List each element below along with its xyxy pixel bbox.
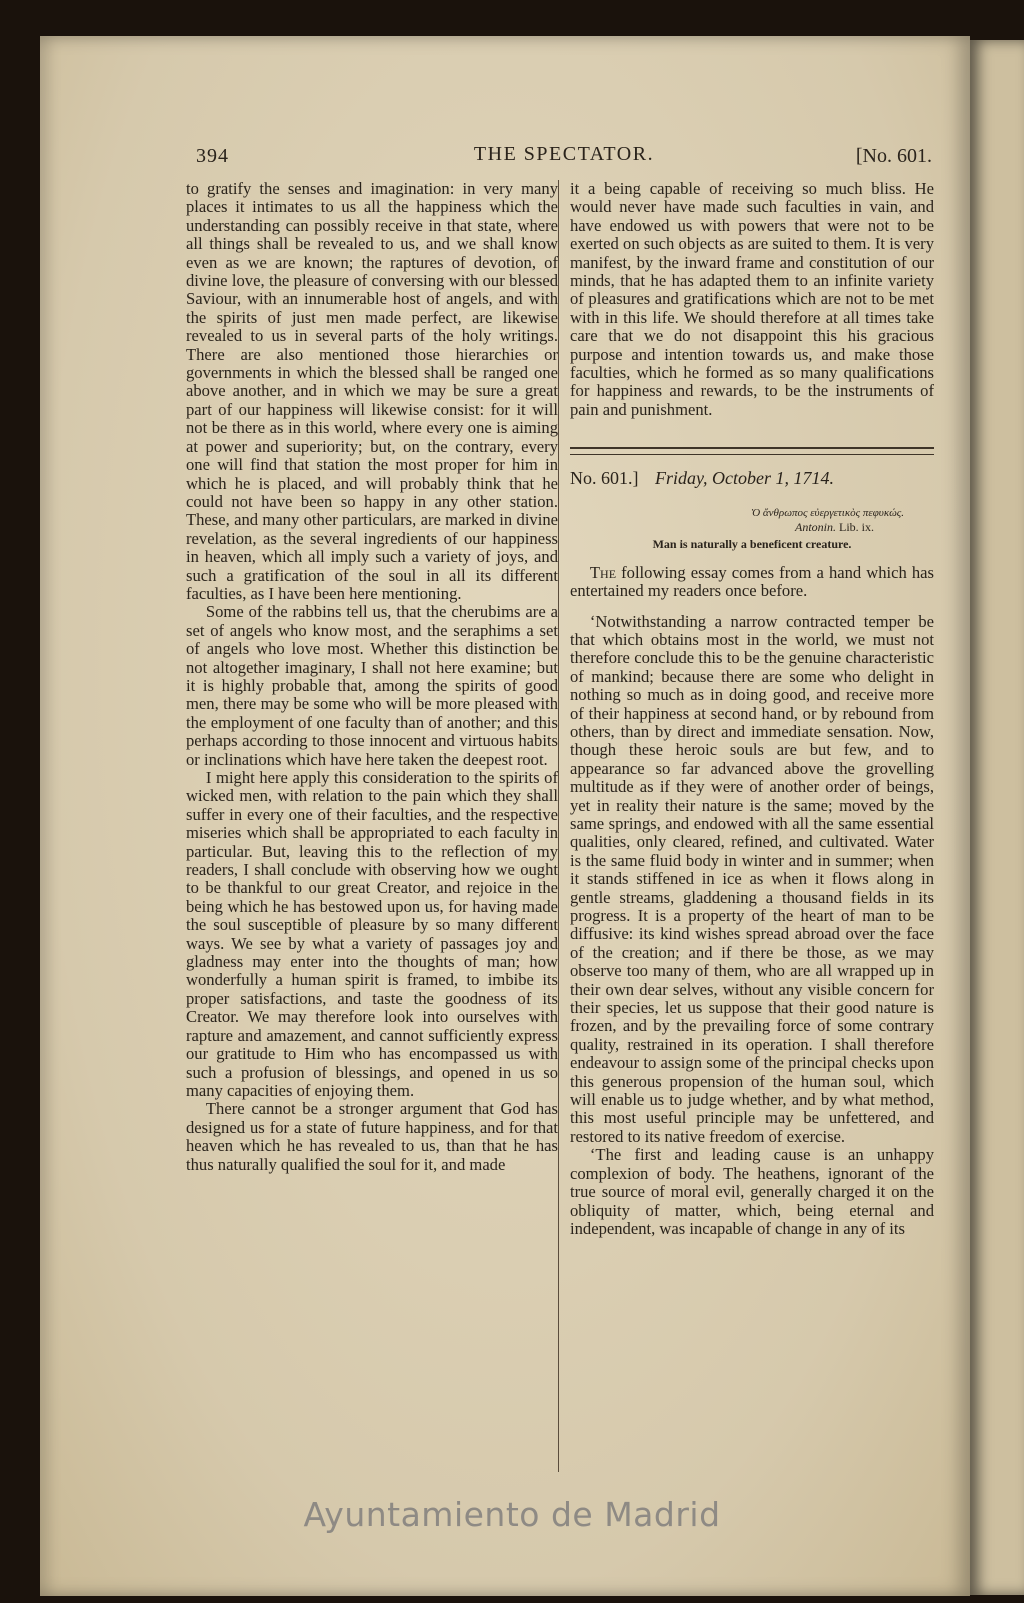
intro-first-word: The	[589, 562, 617, 582]
left-paragraph-4: There cannot be a stronger argument that God has designed us for a state of future happiness, and for that heaven which he has revealed to us, than that he has thus naturally qualified the soul for it, and made	[186, 1099, 558, 1174]
motto-book: Lib. ix.	[839, 519, 874, 534]
intro-rest: following essay comes from a hand which has entertained my readers once before.	[570, 562, 934, 601]
left-column	[186, 180, 558, 1472]
publication-title: THE SPECTATOR.	[473, 143, 655, 165]
column-divider	[558, 180, 559, 1472]
right-continuation: it a being capable of receiving so much bliss. He would never have made such faculties in vain, and have endowed us with powers that were not to be exerted on such objects as are suited to them. It is very manifest, by the inward frame and constitution of our minds, that he has adapted them to an infinite variety of pleasures and gratifications which are not to be met with in this life. We should therefore at all times take care that we do not disappoint this his gracious purpose and intention towards us, and make those faculties, which he formed as so many qualifications for happiness and rewards, to be the instruments of pain and punishment.	[570, 180, 934, 419]
motto-translation: Man is naturally a beneficent creature.	[652, 536, 852, 551]
essay-paragraph-2: ‘The first and leading cause is an unhappy complexion of body. The heathens, ignorant of the true source of moral evil, generally charged it on the obliquity of matter, which, being eternal and independent, was incapable of change in any of its	[570, 1145, 934, 1238]
issue-date: Friday, October 1, 1714.	[655, 468, 834, 489]
issue-reference: [No. 601.	[855, 145, 932, 167]
running-header	[196, 143, 932, 169]
left-paragraph-1: to gratify the senses and imagination: in very many places it intimates to us all the happiness which the understanding can possibly receive in that state, where all things shall be revealed to us, and we shall know even as we are known; the raptures of devotion, of divine love, the pleasure of conversing with our blessed Saviour, with an innumerable host of angels, and with the spirits of just men made perfect, are likewise revealed to us in several parts of the holy writings. There are also mentioned those hierarchies or governments in which the blessed shall be ranged one above another, and in which we may be sure a great part of our happiness will likewise consist: for it will not be there as in this world, where every one is aiming at power and superiority; but, on the contrary, every one will find that station the most proper for him in which he is placed, and will probably think that he could not have been so happy in any other station. These, and many other particulars, are marked in divine revelation, as the several ingredients of our happiness in heaven, which all imply such a variety of joys, and such a gratification of the soul in all its different faculties, as I have been here mentioning.	[186, 180, 558, 603]
adjacent-page-text-fragments	[1012, 200, 1022, 1100]
right-column	[570, 180, 934, 1470]
essay-paragraph-1: ‘Notwithstanding a narrow contracted temper be that which obtains most in the world, we must not therefore conclude this to be the genuine characteristic of mankind; because there are some who delight in nothing so much as in doing good, and receive more of their happiness at second hand, or by rebound from others, than by direct and immediate sensation. Now, though these heroic souls are but few, and to appearance so far advanced above the grovelling multitude as if they were of another order of beings, yet in reality their nature is the same; moved by the same springs, and endowed with all the same essential qualities, only cleared, refined, and cultivated. Water is the same fluid body in winter and in summer; when it stands stiffened in ice as when it flows along in gentle streams, gladdening a thousand fields in its progress. It is a property of the heart of man to be diffusive: its kind wishes spread abroad over the face of the creation; and if there be those, as we may observe too many of them, who are all wrapped up in their own dear selves, without any visible concern for their species, let us suppose that their good nature is frozen, and by the prevailing force of some contrary quality, restrained in its operation. I shall therefore endeavour to assign some of the principal checks upon this generous propension of the human soul, which will enable us to judge whether, and by what method, this most useful principle may be unfettered, and restored to its native freedom of exercise.	[570, 611, 934, 1146]
issue-heading	[570, 469, 934, 487]
motto-source	[570, 520, 874, 535]
motto-author: Antonin.	[795, 519, 836, 534]
section-rule	[570, 447, 934, 455]
issue-number: No. 601.]	[570, 468, 639, 489]
page-number: 394	[196, 145, 229, 167]
left-paragraph-3: I might here apply this consideration to the spirits of wicked men, with relation to the pain which they shall suffer in every one of their faculties, and the respective miseries which shall be appropriated to each faculty in particular. But, leaving this to the reflection of my readers, I shall conclude with observing how we ought to be thankful to our great Creator, and rejoice in the being which he has bestowed upon us, for having made the soul susceptible of pleasure by so many different ways. We see by what a variety of passages joy and gladness may enter into the thoughts of man; how wonderfully a human spirit is framed, to imbibe its proper satisfactions, and taste the goodness of its Creator. We may therefore look into ourselves with rapture and amazement, and cannot sufficiently express our gratitude to Him who has encompassed us with such a profusion of blessings, and opened in us so many capacities of enjoying them.	[186, 768, 558, 1100]
watermark: Ayuntamiento de Madrid	[303, 1495, 721, 1534]
essay-intro	[570, 564, 934, 601]
left-paragraph-2: Some of the rabbins tell us, that the cherubims are a set of angels who know most, and the seraphims a set of angels who love most. Whether this distinction be not altogether imaginary, I shall not here examine; but it is highly probable that, among the spirits of good men, there may be some who will be more pleased with the employment of one faculty than of another; and this perhaps according to those innocent and virtuous habits or inclinations which have here taken the deepest root.	[186, 602, 558, 769]
motto-greek: Ὁ ἄνθρωπος εὐεργετικὸς πεφυκώς.	[751, 506, 904, 519]
